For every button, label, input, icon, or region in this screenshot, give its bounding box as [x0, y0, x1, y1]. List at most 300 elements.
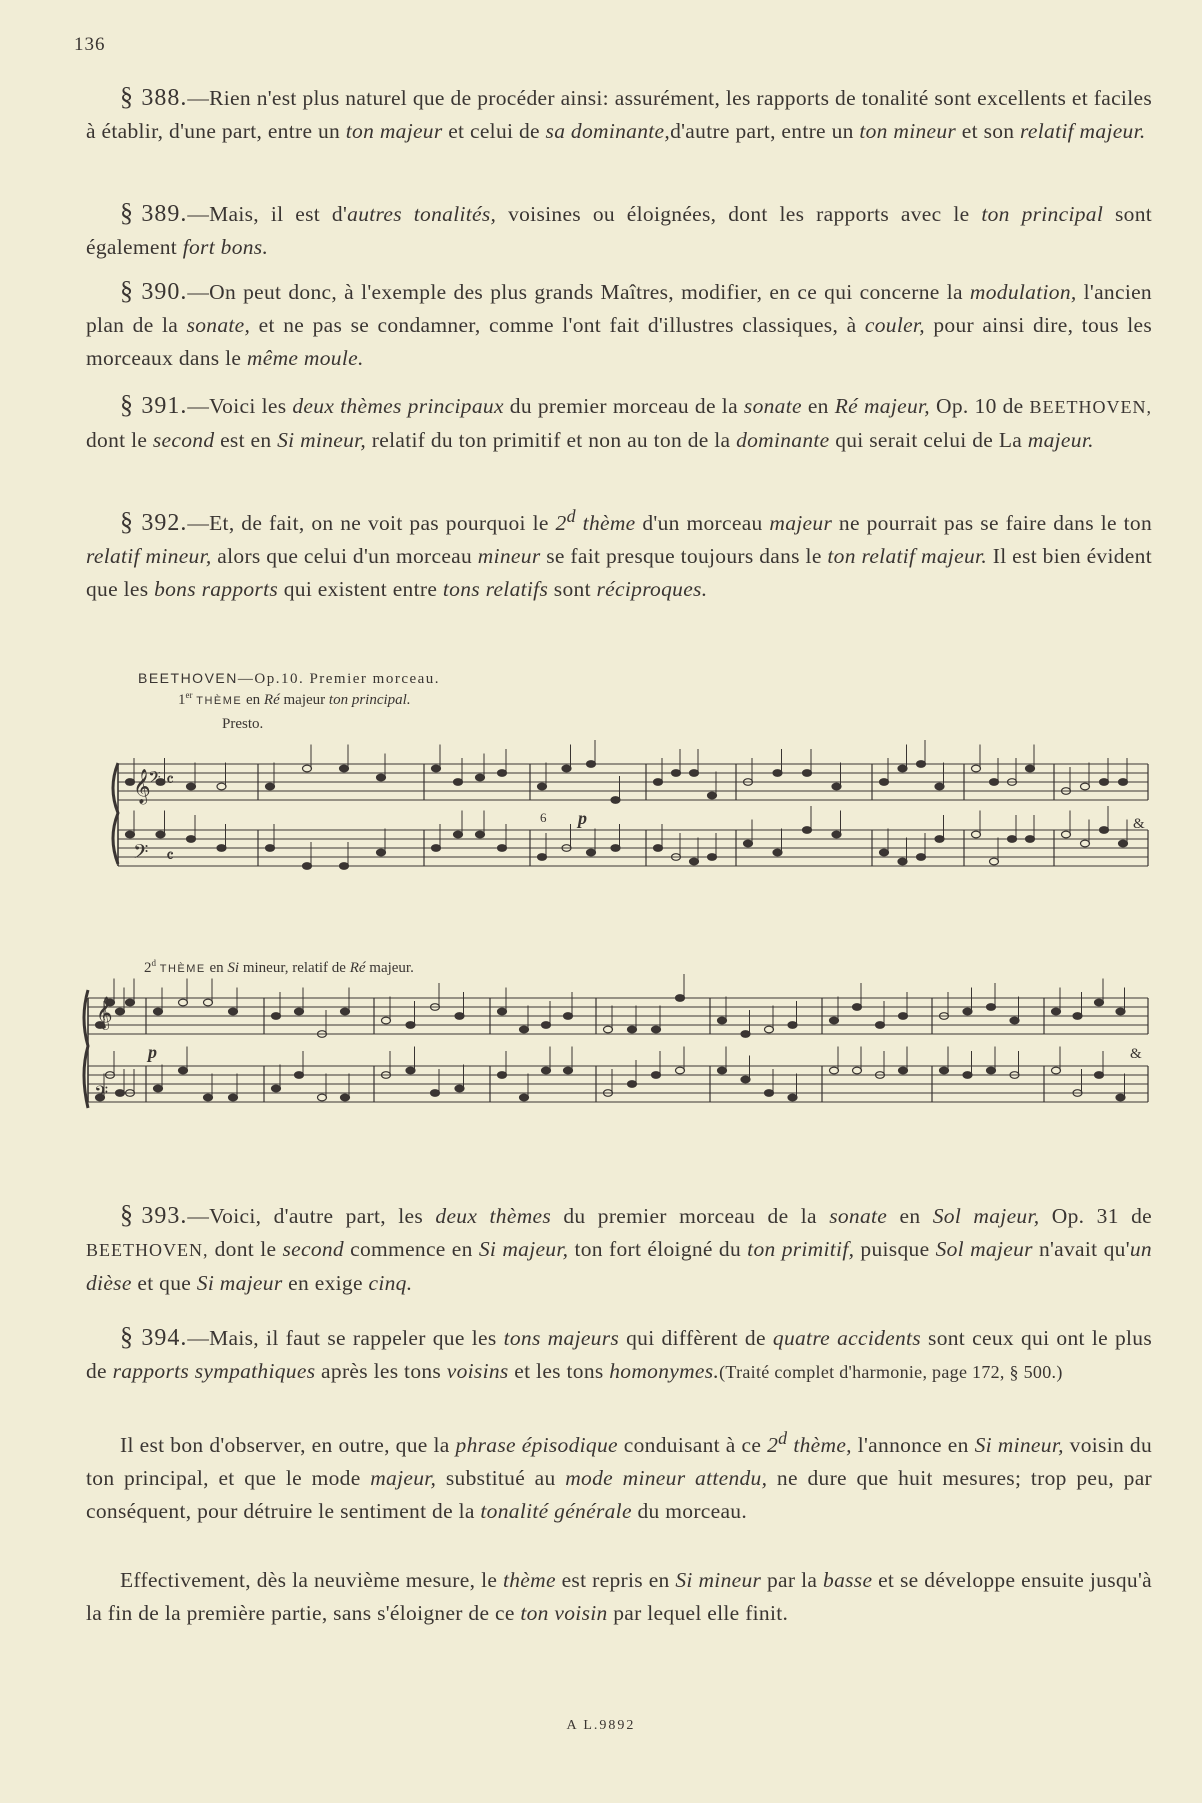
text: substitué au	[436, 1466, 566, 1491]
emphasis: Sol majeur	[935, 1237, 1033, 1261]
notes	[126, 740, 1128, 869]
text: voisin du ton principal, et que le mode	[86, 1433, 1153, 1491]
note-head	[179, 999, 188, 1006]
note-head	[741, 1031, 750, 1038]
note-head	[654, 845, 663, 852]
note-head	[340, 863, 349, 870]
text: sont	[548, 577, 597, 602]
text: —Et, de fait, on ne voit pas pourquoi le	[187, 511, 556, 536]
reference-note: (Traité complet d'harmonie, page 172, § 500.)	[719, 1362, 1063, 1382]
paragraph-number: 389.	[141, 201, 188, 227]
section-sign: §	[120, 82, 134, 111]
text: La	[998, 428, 1028, 452]
emphasis: thème	[575, 511, 636, 536]
plate-number: A L.9892	[566, 1718, 636, 1733]
key-name: Ré	[349, 960, 366, 976]
text: qui diffèrent de	[619, 1326, 773, 1350]
emphasis: relatif mineur,	[86, 544, 212, 569]
note-head	[229, 1094, 238, 1101]
emphasis: homonymes.	[609, 1359, 720, 1383]
note-head	[1052, 1008, 1061, 1015]
emphasis: autres tonalités,	[347, 202, 497, 226]
note-head	[652, 1026, 661, 1033]
note-head	[377, 849, 386, 856]
text: et son	[956, 119, 1021, 143]
text: relatif du ton primitif et non au ton de la	[366, 428, 737, 452]
note-head	[272, 1013, 281, 1020]
emphasis: majeur,	[370, 1466, 437, 1491]
note-head	[990, 858, 999, 865]
emphasis: second	[152, 428, 215, 452]
note-head	[853, 1004, 862, 1011]
note-head	[676, 995, 685, 1002]
note-head	[564, 1067, 573, 1074]
note-head	[229, 1008, 238, 1015]
note-head	[520, 1094, 529, 1101]
text: —Rien n'est plus naturel que de procéder ainsi: assurément, les rapports de tonalité sont excellents et faciles à établir, d'une part, entre un	[86, 86, 1152, 143]
text: —Mais, il faut se rappeler que les	[187, 1326, 504, 1350]
note-head	[1119, 840, 1128, 847]
emphasis: Si majeur,	[478, 1237, 569, 1261]
text: pour ainsi dire, tous les morceaux dans le	[86, 313, 1153, 370]
text: du premier morceau de la	[551, 1204, 830, 1228]
note-head	[935, 836, 944, 843]
note-head	[217, 783, 226, 790]
emphasis: second	[282, 1237, 344, 1261]
note-head	[476, 774, 485, 781]
paragraph-394	[86, 1320, 1152, 1389]
note-head	[880, 779, 889, 786]
note-head	[341, 1094, 350, 1101]
emphasis: cinq.	[368, 1271, 413, 1295]
note-head	[538, 783, 547, 790]
note-head	[266, 783, 275, 790]
paragraph-number: 390.	[141, 279, 188, 305]
note-head	[773, 849, 782, 856]
emphasis: basse	[823, 1568, 873, 1592]
text: sont également	[86, 202, 1153, 259]
note-head	[1081, 783, 1090, 790]
note-head	[1116, 1008, 1125, 1015]
note-head	[676, 1067, 685, 1074]
figured-bass: 6	[540, 810, 547, 825]
paragraph-394-continued	[86, 1422, 1152, 1528]
note-head	[990, 779, 999, 786]
emphasis: ton primitif,	[747, 1237, 855, 1261]
emphasis: deux thèmes	[435, 1204, 552, 1228]
note-head	[898, 858, 907, 865]
composer-name: BEETHOVEN,	[86, 1240, 209, 1260]
note-head	[853, 1067, 862, 1074]
text: sont ceux qui ont le plus de	[86, 1326, 1153, 1383]
note-head	[303, 863, 312, 870]
emphasis: sonate	[743, 394, 802, 418]
note-head	[406, 1067, 415, 1074]
note-head	[832, 783, 841, 790]
note-head	[204, 1094, 213, 1101]
note-head	[204, 999, 213, 1006]
paragraph-number: 394.	[141, 1325, 188, 1351]
emphasis: tons majeurs	[503, 1326, 620, 1350]
text: par la	[761, 1568, 824, 1592]
music-example-second-theme	[78, 958, 1150, 1138]
emphasis: bons rapports	[154, 577, 279, 602]
text: en	[205, 960, 228, 976]
note-head	[765, 1090, 774, 1097]
emphasis: Ré majeur,	[834, 394, 930, 418]
opus-label: —Op.10. Premier morceau.	[237, 671, 441, 687]
note-head	[1062, 831, 1071, 838]
note-head	[1100, 779, 1109, 786]
note-head	[611, 845, 620, 852]
text: du premier morceau de la	[503, 394, 744, 418]
note-head	[917, 761, 926, 768]
note-head	[126, 831, 135, 838]
section-sign: §	[120, 507, 134, 537]
emphasis: même moule.	[246, 346, 364, 370]
text: d'un morceau	[635, 511, 770, 536]
note-head	[899, 1067, 908, 1074]
note-head	[773, 770, 782, 777]
note-head	[690, 770, 699, 777]
note-head	[611, 797, 620, 804]
note-head	[564, 1013, 573, 1020]
note-head	[987, 1004, 996, 1011]
note-head	[266, 845, 275, 852]
note-head	[652, 1072, 661, 1079]
emphasis: un dièse	[86, 1237, 1152, 1295]
text: et les tons	[508, 1359, 610, 1383]
text: en	[801, 394, 835, 418]
note-head	[803, 770, 812, 777]
emphasis: fort bons.	[182, 235, 269, 259]
note-head	[718, 1017, 727, 1024]
paragraph-number: 391.	[141, 393, 188, 419]
note-head	[1010, 1017, 1019, 1024]
key-name: Ré	[263, 692, 280, 708]
emphasis: quatre accidents	[772, 1326, 921, 1350]
note-head	[406, 1022, 415, 1029]
note-head	[1095, 999, 1104, 1006]
score-system-2	[78, 958, 1150, 1138]
note-head	[382, 1017, 391, 1024]
emphasis: 2	[767, 1433, 779, 1458]
emphasis: mode mineur attendu,	[565, 1466, 768, 1491]
superscript: d	[151, 958, 156, 968]
note-head	[654, 779, 663, 786]
note-head	[1008, 836, 1017, 843]
note-head	[542, 1022, 551, 1029]
text: dont le	[208, 1237, 283, 1261]
section-sign: §	[120, 1322, 134, 1351]
text: et celui de	[442, 119, 546, 143]
note-head	[154, 1085, 163, 1092]
note-head	[476, 831, 485, 838]
theme-word: THÈME	[196, 695, 243, 707]
emphasis: tons relatifs	[442, 577, 549, 602]
text: et se développe ensuite jusqu'à la fin de la première partie, sans s'éloigner de ce	[86, 1568, 1152, 1625]
text: ton fort éloigné du	[568, 1237, 748, 1261]
note-head	[295, 1008, 304, 1015]
note-head	[935, 783, 944, 790]
text: et ne pas se condamner, comme l'ont fait d'illustres classiques, à	[250, 313, 865, 337]
text: voisines ou éloignées, dont les rapports avec le	[496, 202, 982, 226]
text: Effectivement, dès la neuvième mesure, le	[120, 1568, 503, 1592]
theme-word: THÈME	[159, 963, 206, 975]
treble-clef: 𝄞	[96, 998, 113, 1029]
note-head	[455, 1085, 464, 1092]
note-head	[498, 1008, 507, 1015]
note-head	[432, 765, 441, 772]
page-number: 136	[74, 34, 106, 55]
note-head	[217, 845, 226, 852]
note-head	[187, 836, 196, 843]
bass-clef-upper: 𝄢	[148, 769, 161, 791]
text: conduisant à ce	[617, 1433, 768, 1458]
note-head	[672, 770, 681, 777]
note-head	[898, 765, 907, 772]
text: dont le	[86, 428, 153, 452]
note-head	[708, 854, 717, 861]
note-head	[498, 770, 507, 777]
note-head	[963, 1008, 972, 1015]
superscript: d	[566, 506, 576, 526]
paragraph-393	[86, 1198, 1152, 1300]
note-head	[455, 1013, 464, 1020]
text: n'avait qu'	[1032, 1237, 1130, 1261]
emphasis: thème	[502, 1568, 556, 1592]
note-head	[628, 1026, 637, 1033]
note-head	[1116, 1094, 1125, 1101]
text: et que	[131, 1271, 197, 1295]
note-head	[987, 1067, 996, 1074]
note-head	[788, 1022, 797, 1029]
text: Il est bien évident que les	[86, 544, 1152, 602]
emphasis: sonate	[829, 1204, 888, 1228]
bass-clef: 𝄢	[133, 842, 149, 868]
note-head	[454, 831, 463, 838]
continuation-sign: &	[1133, 816, 1145, 832]
note-head	[1052, 1067, 1061, 1074]
dynamic-marking: p	[148, 1042, 157, 1062]
text: par lequel elle finit.	[607, 1601, 789, 1625]
note-head	[340, 765, 349, 772]
emphasis: dominante	[736, 428, 830, 452]
note-head	[972, 831, 981, 838]
note-head	[972, 765, 981, 772]
note-head	[116, 1090, 125, 1097]
note-head	[179, 1067, 188, 1074]
paragraph-389	[86, 196, 1152, 264]
section-sign: §	[120, 390, 134, 419]
note-head	[1073, 1013, 1082, 1020]
theme-role: ton principal.	[328, 692, 411, 708]
note-head	[432, 845, 441, 852]
note-head	[1026, 765, 1035, 772]
text: l'annonce en	[851, 1433, 975, 1458]
note-head	[562, 765, 571, 772]
note-head	[520, 1026, 529, 1033]
music-example-first-theme	[78, 668, 1150, 914]
emphasis: tonalité générale	[480, 1499, 632, 1524]
text: qui existent entre	[278, 577, 443, 602]
emphasis: ton principal	[981, 202, 1104, 226]
text: Il est bon d'observer, en outre, que la	[120, 1433, 456, 1458]
text: en	[242, 692, 264, 708]
note-head	[899, 1013, 908, 1020]
paragraph-number: 388.	[141, 85, 188, 111]
emphasis: phrase épisodique	[455, 1433, 618, 1458]
emphasis: sa dominante,	[545, 119, 671, 143]
emphasis: thème,	[787, 1433, 852, 1458]
note-head	[116, 1008, 125, 1015]
theme-number: 2	[144, 960, 152, 976]
text: alors que celui d'un morceau	[211, 544, 478, 569]
note-head	[803, 827, 812, 834]
bass-clef: 𝄢	[94, 1082, 109, 1107]
text: Op. 31 de	[1039, 1204, 1152, 1228]
note-head	[154, 1008, 163, 1015]
text: —Mais, il est d'	[187, 202, 348, 226]
note-head	[303, 765, 312, 772]
text: se fait presque toujours dans le	[540, 544, 828, 569]
text: d'autre part, entre un	[670, 119, 860, 143]
text: ne pourrait pas se faire dans le ton	[832, 511, 1152, 536]
paragraph-392	[86, 500, 1152, 606]
time-signature: 𝄴	[166, 770, 175, 790]
emphasis: Sol majeur,	[932, 1204, 1040, 1228]
text: en exige	[282, 1271, 369, 1295]
composer-name: BEETHOVEN,	[1029, 397, 1152, 417]
superscript: d	[778, 1428, 788, 1448]
note-head	[454, 779, 463, 786]
note-head	[377, 774, 386, 781]
text: est en	[214, 428, 278, 452]
note-head	[788, 1094, 797, 1101]
note-head	[341, 1008, 350, 1015]
note-head	[1100, 827, 1109, 834]
emphasis: Si mineur	[675, 1568, 762, 1592]
emphasis: ton majeur	[345, 119, 443, 143]
emphasis: couler,	[864, 313, 925, 337]
note-head	[876, 1022, 885, 1029]
emphasis: réciproques.	[596, 577, 708, 602]
note-head	[628, 1081, 637, 1088]
emphasis: majeur.	[1027, 428, 1094, 452]
note-head	[690, 858, 699, 865]
paragraph-number: 393.	[141, 1203, 188, 1229]
emphasis: 2	[555, 511, 567, 536]
emphasis: Si majeur	[196, 1271, 283, 1295]
emphasis: mineur	[477, 544, 541, 569]
paragraph-number: 392.	[141, 510, 188, 537]
note-head	[963, 1072, 972, 1079]
note-head	[587, 761, 596, 768]
note-head	[708, 792, 717, 799]
text: —Voici les	[187, 394, 293, 418]
emphasis: modulation,	[969, 280, 1077, 304]
key-name: Si	[227, 960, 240, 976]
note-head	[431, 1090, 440, 1097]
emphasis: ton mineur	[859, 119, 957, 143]
note-head	[587, 849, 596, 856]
section-sign: §	[120, 1200, 134, 1229]
section-sign: §	[120, 198, 134, 227]
note-head	[741, 1076, 750, 1083]
composer-label: BEETHOVEN	[138, 670, 238, 686]
emphasis: deux thèmes principaux	[292, 394, 504, 418]
continuation-sign: &	[1130, 1046, 1142, 1062]
note-head	[880, 849, 889, 856]
note-head	[295, 1072, 304, 1079]
text: majeur.	[365, 960, 414, 976]
theme-number: 1	[178, 692, 186, 708]
note-head	[832, 831, 841, 838]
note-head	[940, 1067, 949, 1074]
treble-clef: 𝄞	[133, 770, 151, 803]
text: puisque	[854, 1237, 936, 1261]
text: mineur, relatif de	[239, 960, 350, 976]
note-head	[187, 783, 196, 790]
text: après les tons	[315, 1359, 447, 1383]
paragraph-390	[86, 274, 1152, 375]
paragraph-394-final	[86, 1564, 1152, 1630]
emphasis: Si mineur,	[277, 428, 367, 452]
emphasis: majeur	[769, 511, 833, 536]
text: ne dure que huit mesures; trop peu, par conséquent, pour détruire le sentiment de la	[86, 1466, 1152, 1524]
note-head	[1119, 779, 1128, 786]
text: commence en	[343, 1237, 479, 1261]
note-head	[542, 1067, 551, 1074]
text: du morceau.	[631, 1499, 748, 1524]
notes	[96, 974, 1126, 1101]
note-head	[498, 1072, 507, 1079]
emphasis: sonate,	[186, 313, 251, 337]
text: —On peut donc, à l'exemple des plus grands Maîtres, modifier, en ce qui concerne la	[187, 280, 970, 304]
paragraph-391	[86, 388, 1152, 457]
text: majeur	[279, 692, 329, 708]
note-head	[917, 854, 926, 861]
text: qui serait celui de	[829, 428, 999, 452]
emphasis: voisins	[446, 1359, 509, 1383]
emphasis: relatif majeur.	[1020, 119, 1146, 143]
text: Op. 10 de	[930, 394, 1030, 418]
note-head	[830, 1017, 839, 1024]
emphasis: ton relatif majeur.	[827, 544, 988, 569]
text: l'ancien plan de la	[86, 280, 1152, 337]
score-system-1	[78, 668, 1150, 914]
staff-lines	[88, 998, 1148, 1102]
note-head	[498, 845, 507, 852]
note-head	[830, 1067, 839, 1074]
emphasis: Si mineur,	[974, 1433, 1064, 1458]
text: est repris en	[555, 1568, 676, 1592]
note-head	[1026, 836, 1035, 843]
superscript: er	[185, 690, 193, 700]
paragraph-388	[86, 80, 1152, 148]
time-signature: 𝄴	[166, 846, 175, 866]
note-head	[1095, 1072, 1104, 1079]
tempo-marking: Presto.	[222, 716, 264, 732]
text: en	[887, 1204, 933, 1228]
note-head	[744, 840, 753, 847]
note-head	[765, 1026, 774, 1033]
text: —Voici, d'autre part, les	[187, 1204, 436, 1228]
bar-lines	[88, 998, 1148, 1102]
note-head	[604, 1026, 613, 1033]
emphasis: rapports sympathiques	[112, 1359, 316, 1383]
dynamic-marking: p	[578, 808, 587, 828]
